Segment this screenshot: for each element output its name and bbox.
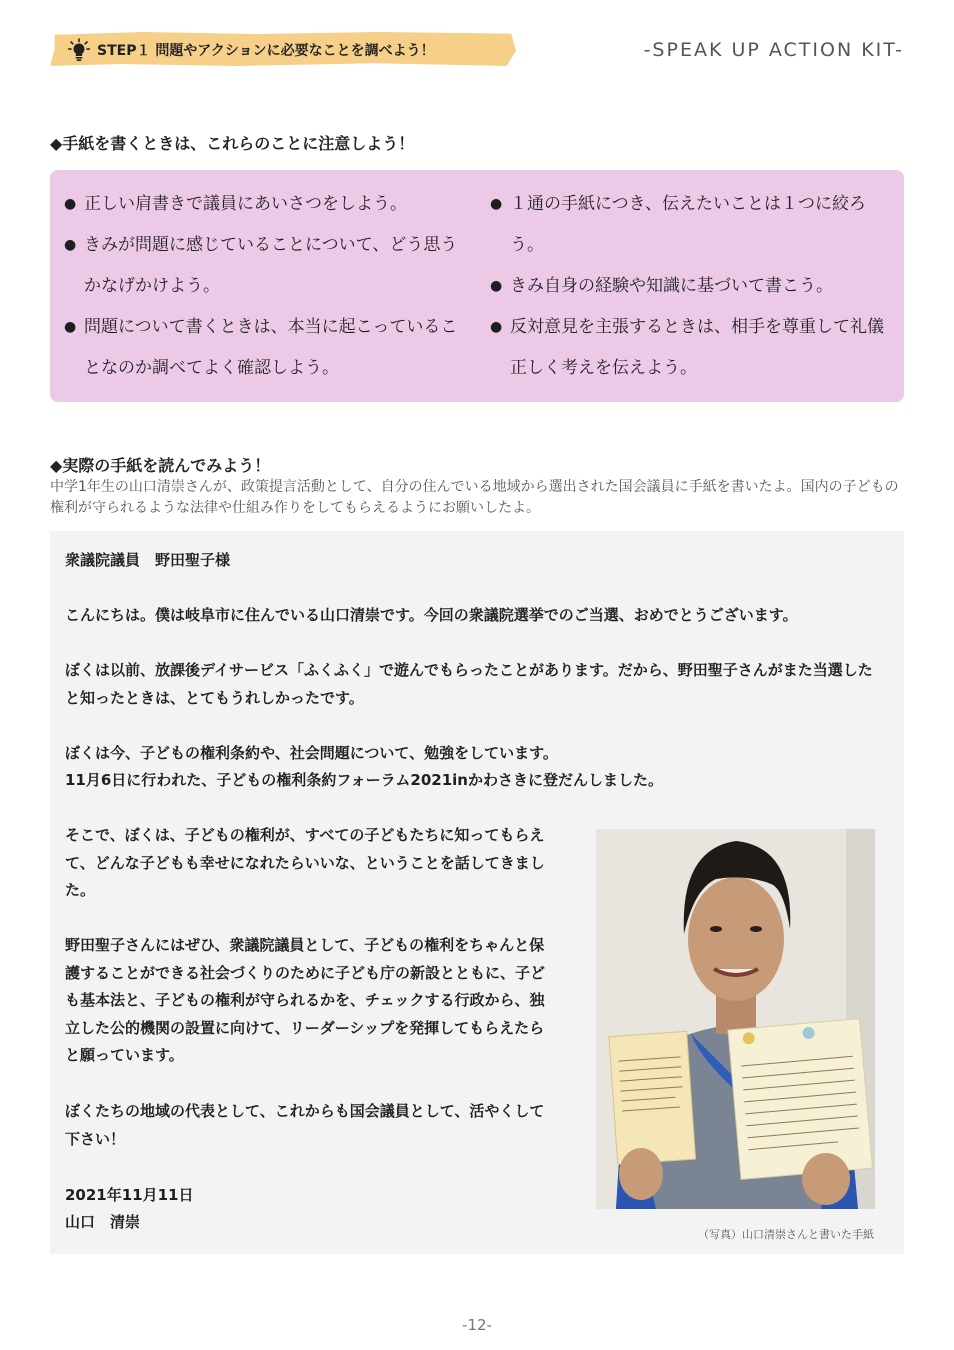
letter-paragraph: そこで、ぼくは、子どもの権利が、すべての子どもたちに知ってもらえて、どんな子どもも幸せになれたらいいな、ということを話してきました。 xyxy=(65,826,545,899)
letter-paragraph: ぼくは今、子どもの権利条約や、社会問題について、勉強をしています。 xyxy=(65,744,558,762)
bullet-icon: ● xyxy=(490,319,503,335)
tips-box xyxy=(50,170,904,402)
photo-illustration xyxy=(596,829,875,1209)
letter-paragraph: 野田聖子さんにはぜひ、衆議院議員として、子どもの権利をちゃんと保護することができる社会づくりのために子ども庁の新設とともに、子ども基本法と、子どもの権利が守られるかを、チェックする行政から、独立した公的機関の設置に向けて、リーダーシップを発揮してもらえたらと願っています。 xyxy=(65,936,546,1064)
letter-signature: 山口 清崇 xyxy=(65,1213,141,1231)
letter-paragraph: こんにちは。僕は岐阜市に住んでいる山口清崇です。今回の衆議院選挙でのご当選、おめでとうございます。 xyxy=(65,606,798,624)
tips-left-column xyxy=(64,184,464,389)
letter-paragraph: ぼくは以前、放課後デイサービス「ふくふく」で遊んでもらったことがあります。だから、野田聖子さんがまた当選したと知ったときは、とてもうれしかったです。 xyxy=(65,661,873,707)
photo-caption: （写真）山口清崇さんと書いた手紙 xyxy=(698,1228,874,1241)
bullet-icon: ● xyxy=(64,196,77,212)
kit-title: -SPEAK UP ACTION KIT- xyxy=(643,39,904,61)
letter-heading: ◆実際の手紙を読んでみよう！ xyxy=(50,456,271,475)
letter-intro: 中学1年生の山口清崇さんが、政策提言活動として、自分の住んでいる地域から選出された国会議員に手紙を書いたよ。国内の子どもの権利が守られるような法律や仕組み作りをしてもらえるようにお願いしたよ。 xyxy=(50,479,899,516)
letter-paragraph: ぼくたちの地域の代表として、これからも国会議員として、活やくして下さい！ xyxy=(65,1102,545,1148)
bullet-icon: ● xyxy=(64,319,77,335)
tip-item: ● きみ自身の経験や知識に基づいて書こう。 xyxy=(490,266,890,307)
tip-item: ● 正しい肩書きで議員にあいさつをしよう。 xyxy=(64,184,464,225)
tip-item: ● １通の手紙につき、伝えたいことは１つに絞ろう。 xyxy=(490,184,890,266)
tip-item: ● きみが問題に感じていることについて、どう思うかなげかけよう。 xyxy=(64,225,464,307)
tips-heading: ◆手紙を書くときは、これらのことに注意しよう！ xyxy=(50,134,415,153)
tip-item: ● 反対意見を主張するときは、相手を尊重して礼儀正しく考えを伝えよう。 xyxy=(490,307,890,389)
letter-salutation: 衆議院議員 野田聖子様 xyxy=(65,551,231,569)
step-label: STEP１ 問題やアクションに必要なことを調べよう！ xyxy=(97,43,435,59)
lightbulb-icon xyxy=(68,38,90,62)
tip-item: ● 問題について書くときは、本当に起こっていることなのか調べてよく確認しよう。 xyxy=(64,307,464,389)
letter-paragraph: 11月6日に行われた、子どもの権利条約フォーラム2021inかわさきに登だんしました。 xyxy=(65,771,663,789)
bullet-icon: ● xyxy=(64,237,77,253)
bullet-icon: ● xyxy=(490,278,503,294)
bullet-icon: ● xyxy=(490,196,503,212)
page-number: -12- xyxy=(462,1316,492,1334)
tips-right-column xyxy=(490,184,890,389)
photo xyxy=(596,829,875,1209)
letter-date: 2021年11月11日 xyxy=(65,1186,194,1204)
